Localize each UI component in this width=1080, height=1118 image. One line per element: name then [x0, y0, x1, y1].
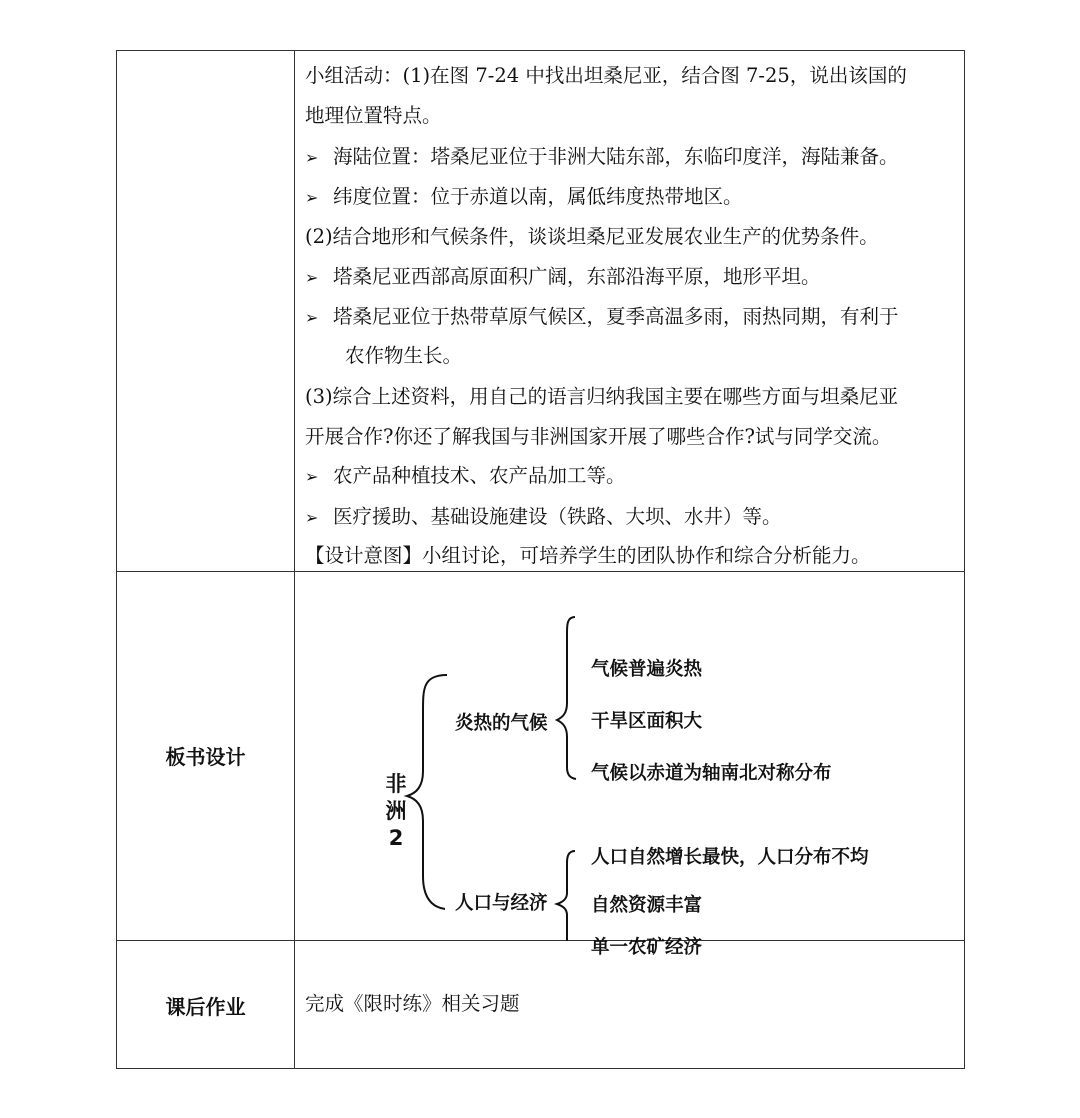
climate-item-2: 干旱区面积大 [591, 711, 703, 732]
activity-line [305, 304, 899, 331]
activity-line [305, 543, 871, 569]
activity-line-text: (3)综合上述资料，用自己的语言归纳我国主要在哪些方面与坦桑尼亚 [305, 385, 899, 408]
activity-line [305, 184, 743, 211]
homework-text: 完成《限时练》相关习题 [305, 992, 520, 1015]
board-design-label: 板书设计 [165, 745, 246, 769]
brace-climate [557, 617, 576, 779]
board-design-diagram [295, 571, 965, 958]
activity-line-text: 小组活动：(1)在图 7-24 中找出坦桑尼亚，结合图 7-25，说出该国的 [305, 64, 907, 87]
activity-line [305, 144, 899, 171]
root-title [381, 771, 411, 852]
activity-line [305, 103, 442, 129]
population-item-1: 人口自然增长最快，人口分布不均 [591, 847, 869, 868]
activity-content [305, 51, 954, 571]
activity-line-text: 【设计意图】小组讨论，可培养学生的团队协作和综合分析能力。 [305, 544, 871, 567]
root-char-2: 洲 [385, 799, 407, 823]
activity-line-text: 塔桑尼亚位于热带草原气候区，夏季高温多雨，雨热同期，有利于 [333, 305, 899, 328]
root-char-3: 2 [388, 826, 404, 850]
activity-line-text: 海陆位置：塔桑尼亚位于非洲大陆东部，东临印度洋，海陆兼备。 [333, 145, 899, 168]
activity-line-text: 开展合作?你还了解我国与非洲国家开展了哪些合作?试与同学交流。 [305, 425, 892, 448]
lesson-plan-table [116, 50, 965, 1069]
activity-line-text: (2)结合地形和气候条件，谈谈坦桑尼亚发展农业生产的优势条件。 [305, 225, 879, 248]
branch-title-population: 人口与经济 [455, 893, 548, 914]
activity-line [305, 504, 782, 531]
activity-line-text: 农产品种植技术、农产品加工等。 [333, 464, 626, 487]
arrow-bullet-icon: ➢ [305, 467, 319, 486]
population-item-2: 自然资源丰富 [591, 895, 703, 916]
activity-line [305, 343, 462, 369]
activity-line [305, 63, 907, 89]
activity-line-text: 塔桑尼亚西部高原面积广阔，东部沿海平原，地形平坦。 [333, 265, 821, 288]
climate-item-3: 气候以赤道为轴南北对称分布 [591, 763, 832, 784]
arrow-bullet-icon: ➢ [305, 268, 319, 287]
activity-line-text: 地理位置特点。 [305, 104, 442, 127]
homework-label: 课后作业 [165, 994, 246, 1019]
brace-lines [295, 571, 965, 941]
brace-population [557, 851, 576, 941]
population-item-3: 单一农矿经济 [591, 937, 703, 958]
activity-line-text: 农作物生长。 [345, 344, 463, 367]
activity-line [305, 264, 821, 291]
arrow-bullet-icon: ➢ [305, 148, 319, 167]
arrow-bullet-icon: ➢ [305, 188, 319, 207]
activity-line [305, 463, 626, 490]
root-char-1: 非 [385, 772, 407, 796]
activity-line [305, 224, 879, 250]
arrow-bullet-icon: ➢ [305, 308, 319, 327]
arrow-bullet-icon: ➢ [305, 508, 319, 527]
climate-item-1: 气候普遍炎热 [591, 659, 703, 680]
activity-line [305, 424, 891, 450]
activity-line-text: 医疗援助、基础设施建设（铁路、大坝、水井）等。 [333, 505, 782, 528]
branch-title-climate: 炎热的气候 [455, 713, 548, 734]
activity-line-text: 纬度位置：位于赤道以南，属低纬度热带地区。 [333, 185, 743, 208]
activity-line [305, 384, 898, 410]
main-brace [407, 675, 447, 909]
